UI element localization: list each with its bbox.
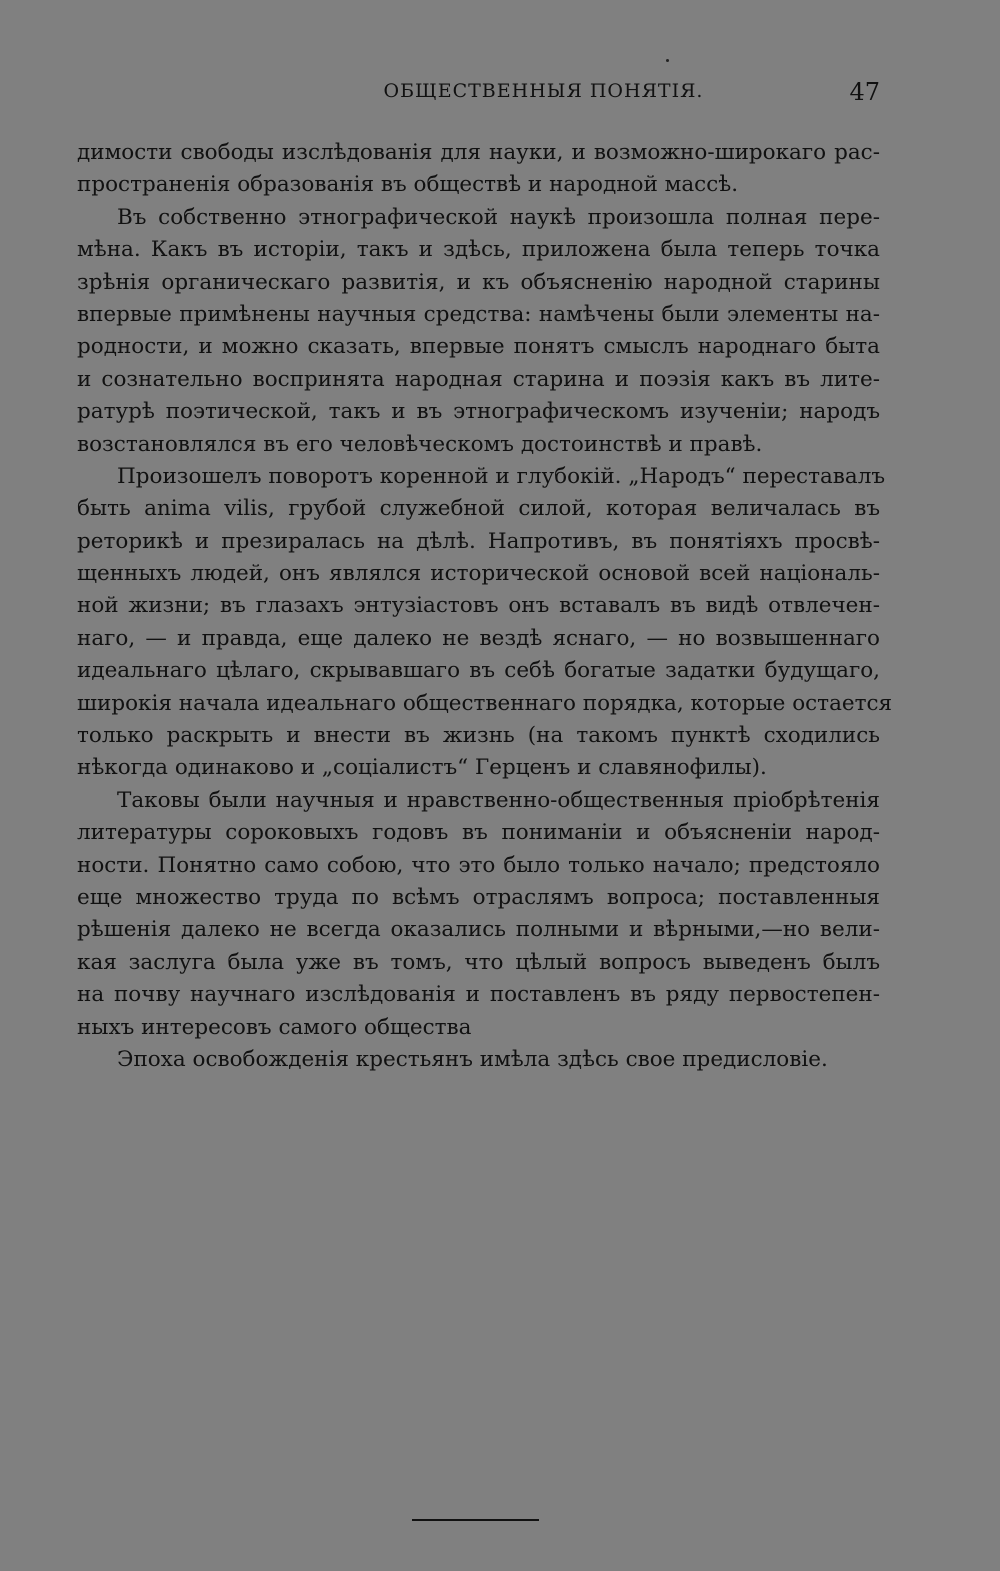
- text-line: на почву научнаго изслѣдованія и поставленъ въ ряду первостепен-: [77, 982, 880, 1008]
- text-line: впервые примѣнены научныя средства: намѣчены были элементы на-: [77, 301, 880, 327]
- text-line: реторикѣ и презиралась на дѣлѣ. Напротивъ, въ понятіяхъ просвѣ-: [77, 528, 880, 554]
- text-line: родности, и можно сказать, впервые понятъ смыслъ народнаго быта: [77, 334, 880, 360]
- paragraph-4: [77, 785, 880, 1044]
- text-line: рѣшенія далеко не всегда оказались полными и вѣрными,—но вели-: [77, 917, 880, 943]
- text-line: нѣкогда одинаково и „соціалистъ“ Герценъ и славянофилы).: [77, 755, 767, 781]
- print-speck: [666, 59, 669, 62]
- text-line: ной жизни; въ глазахъ энтузіастовъ онъ вставалъ въ видѣ отвлечен-: [77, 593, 880, 619]
- paragraph-3: [77, 461, 893, 785]
- text-line: наго, — и правда, еще далеко не вездѣ яснаго, — но возвышеннаго: [77, 625, 880, 651]
- text-line: литературы сороковыхъ годовъ въ пониманіи и объясненіи народ-: [77, 820, 880, 846]
- text-line: возстановлялся въ его человѣческомъ достоинствѣ и правѣ.: [77, 431, 763, 457]
- text-line: кая заслуга была уже въ томъ, что цѣлый вопросъ выведенъ былъ: [77, 949, 880, 975]
- text-line: зрѣнія органическаго развитія, и къ объясненію народной старины: [77, 269, 880, 295]
- text-line: широкія начала идеальнаго общественнаго порядка, которые остается: [77, 690, 893, 716]
- text-line: идеальнаго цѣлаго, скрывавшаго въ себѣ богатые задатки будущаго,: [77, 658, 880, 684]
- text-line: ратурѣ поэтической, такъ и въ этнографическомъ изученіи; народъ: [77, 399, 880, 425]
- page-number: 47: [849, 78, 880, 106]
- body-text: [77, 137, 893, 1076]
- text-line: Произошелъ поворотъ коренной и глубокій. „Народъ“ переставалъ: [117, 463, 886, 489]
- text-line: пространенія образованія въ обществѣ и народной массѣ.: [77, 172, 739, 198]
- paragraph-1: [77, 137, 880, 202]
- text-line: мѣна. Какъ въ исторіи, такъ и здѣсь, приложена была теперь точка: [77, 237, 880, 263]
- running-head: ОБЩЕСТВЕННЫЯ ПОНЯТІЯ.: [383, 80, 704, 102]
- text-line: Въ собственно этнографической наукѣ произошла полная пере-: [117, 204, 880, 230]
- text-line: Эпоха освобожденія крестьянъ имѣла здѣсь свое предисловіе.: [117, 1046, 828, 1072]
- text-line: только раскрыть и внести въ жизнь (на такомъ пунктѣ сходились: [77, 723, 880, 749]
- text-line: еще множество труда по всѣмъ отраслямъ вопроса; поставленныя: [77, 884, 880, 910]
- text-line: ныхъ интересовъ самого общества: [77, 1014, 472, 1040]
- text-line: быть anima vilis, грубой служебной силой, которая величалась въ: [77, 496, 880, 522]
- end-rule: [412, 1519, 539, 1521]
- text-line: и сознательно воспринята народная старина и поэзія какъ въ лите-: [77, 366, 880, 392]
- page-header: [77, 78, 880, 108]
- paragraph-2: [77, 202, 880, 461]
- paragraph-5: [77, 1044, 880, 1076]
- text-line: щенныхъ людей, онъ являлся исторической основой всей національ-: [77, 561, 880, 587]
- text-line: димости свободы изслѣдованія для науки, и возможно-широкаго рас-: [77, 140, 880, 165]
- text-line: Таковы были научныя и нравственно-общественныя пріобрѣтенія: [117, 787, 880, 813]
- text-line: ности. Понятно само собою, что это было только начало; предстояло: [77, 852, 880, 878]
